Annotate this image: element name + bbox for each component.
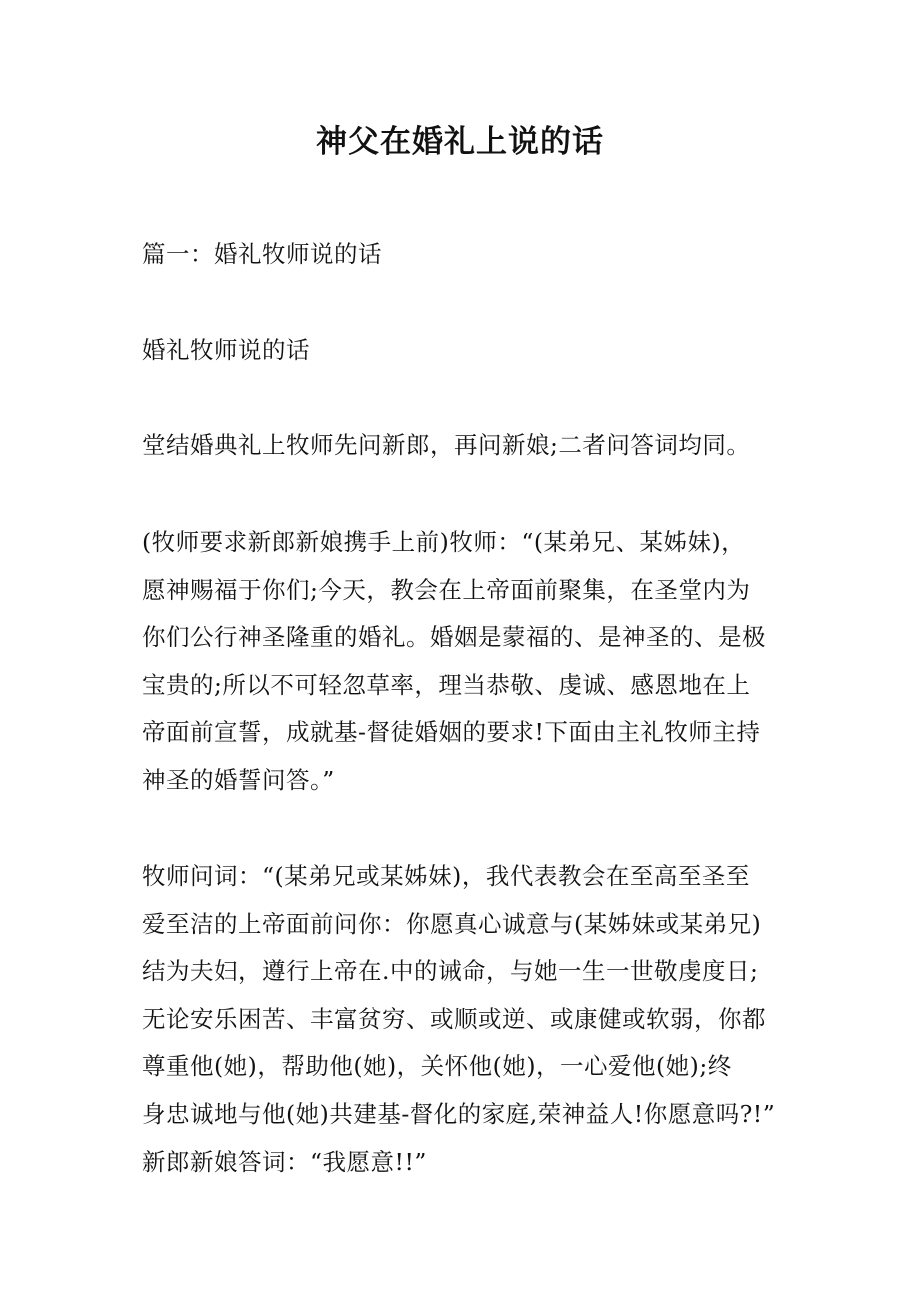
text-line: 结为夫妇，遵行上帝在.中的诫命，与她一生一世敬虔度日; — [142, 957, 759, 986]
sub-heading: 婚礼牧师说的话 — [142, 336, 310, 364]
text-line: (牧师要求新郎新娘携手上前)牧师：“(某弟兄、某姊妹)， — [142, 528, 746, 556]
paragraph-priest-address — [142, 519, 792, 805]
text-line: 你们公行神圣隆重的婚礼。婚姻是蒙福的、是神圣的、是极 — [142, 623, 766, 652]
text-line: 无论安乐困苦、丰富贫穷、或顺或逆、或康健或软弱，你都 — [142, 1004, 766, 1033]
text-line: 宝贵的;所以不可轻忽草率，理当恭敬、虔诚、感恩地在上 — [142, 670, 751, 699]
text-line: 帝面前宣誓，成就基-督徒婚姻的要求!下面由主礼牧师主持 — [142, 718, 761, 747]
text-line: 愿神赐福于你们;今天，教会在上帝面前聚集，在圣堂内为 — [142, 575, 751, 604]
text-line: 尊重他(她)，帮助他(她)，关怀他(她)，一心爱他(她);终 — [142, 1052, 732, 1081]
document-title: 神父在婚礼上说的话 — [316, 124, 604, 160]
text-line: 神圣的婚誓问答。” — [142, 765, 335, 794]
text-line: 新郎新娘答词：“我愿意!!” — [142, 1147, 427, 1176]
intro-paragraph: 堂结婚典礼上牧师先问新郎，再问新娘;二者问答词均同。 — [142, 431, 751, 459]
text-line: 牧师问词：“(某弟兄或某姊妹)，我代表教会在至高至圣至 — [142, 862, 750, 890]
text-line: 身忠诚地与他(她)共建基-督化的家庭,荣神益人!你愿意吗?!” — [142, 1099, 776, 1128]
text-line: 爱至洁的上帝面前问你：你愿真心诚意与(某姊妹或某弟兄) — [142, 909, 762, 938]
section-heading: 篇一：婚礼牧师说的话 — [142, 240, 382, 268]
paragraph-vow-question — [142, 853, 792, 1186]
